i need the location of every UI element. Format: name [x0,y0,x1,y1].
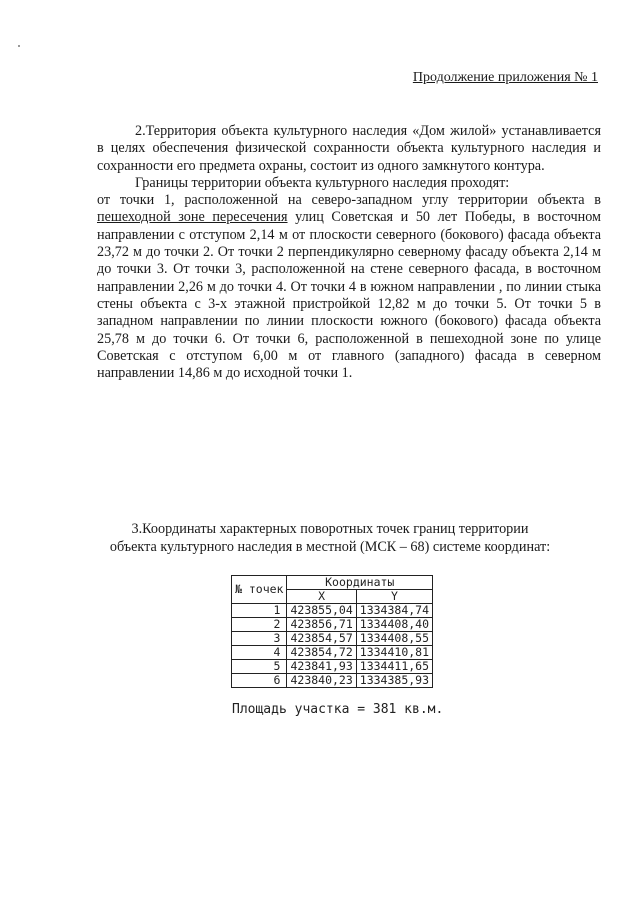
table-row [232,660,433,674]
boundaries-text-start: от точки 1, расположенной на северо-западном углу территории объекта в [97,192,601,209]
point-number: 2 [232,618,287,632]
table-row [232,618,433,632]
y-value: 1334384,74 [356,604,432,618]
point-number: 4 [232,646,287,660]
point-number: 5 [232,660,287,674]
plot-area-line: Площадь участка = 381 кв.м. [232,702,444,717]
boundaries-intro: Границы территории объекта культурного наследия проходят: [135,174,510,191]
table-header-row [232,576,433,590]
table-row [232,674,433,688]
table-row [232,604,433,618]
y-header: Y [356,590,432,604]
point-number: 1 [232,604,287,618]
boundaries-text-underlined: пешеходной зоне пересечения [97,209,288,226]
x-value: 423855,04 [287,604,356,618]
table-row [232,646,433,660]
x-value: 423854,57 [287,632,356,646]
territory-paragraph: 2.Территория объекта культурного наследия «Дом жилой» устанавливается в целях обеспечения физической сохранности объекта культурного наследия и сохранности его предмета охраны, состоит из одного замкнутого контура. [97,123,601,174]
coordinates-header: Координаты [287,576,433,590]
section-2-territory [97,123,601,382]
scan-speck [18,45,20,47]
appendix-header: Продолжение приложения № 1 [412,70,598,85]
table-row [232,632,433,646]
point-number-header: № точек [232,576,287,604]
y-value: 1334410,81 [356,646,432,660]
section-3-title-line-2: объекта культурного наследия в местной (МСК – 68) системе координат: [109,538,551,555]
y-value: 1334411,65 [356,660,432,674]
y-value: 1334408,55 [356,632,432,646]
boundaries-text-rest: улиц Советская и 50 лет Победы, в восточном направлении с отступом 2,14 м от плоскости северного (бокового) фасада объекта 23,72 м до точки 2. От точки 2 перпендикулярно северному фасаду объекта 2,14 м до точки 3. От точки 3, расположенной на стене северного фасада, в восточном направлении 2,26 м до точки 4. От точки 4 в южном направлении , по линии стыка стены объекта с 3-х этажной пристройкой 12,82 м до точки 5. От точки 5 в западном направлении по линии плоскости южного (бокового) фасада объекта 25,78 м до точки 6. От точки 6, расположенной в пешеходной зоне по улице Советская с отступом 6,00 м от главного (западного) фасада в северном направлении 14,86 м до исходной точки 1. [97,209,602,382]
y-value: 1334385,93 [356,674,432,688]
x-header: X [287,590,356,604]
x-value: 423840,23 [287,674,356,688]
section-3-title [60,521,600,556]
point-number: 3 [232,632,287,646]
y-value: 1334408,40 [356,618,432,632]
coordinates-table [231,575,433,688]
point-number: 6 [232,674,287,688]
section-3-title-line-1: 3.Координаты характерных поворотных точек границ территории [131,521,529,537]
x-value: 423854,72 [287,646,356,660]
x-value: 423856,71 [287,618,356,632]
boundaries-description [97,192,601,382]
x-value: 423841,93 [287,660,356,674]
